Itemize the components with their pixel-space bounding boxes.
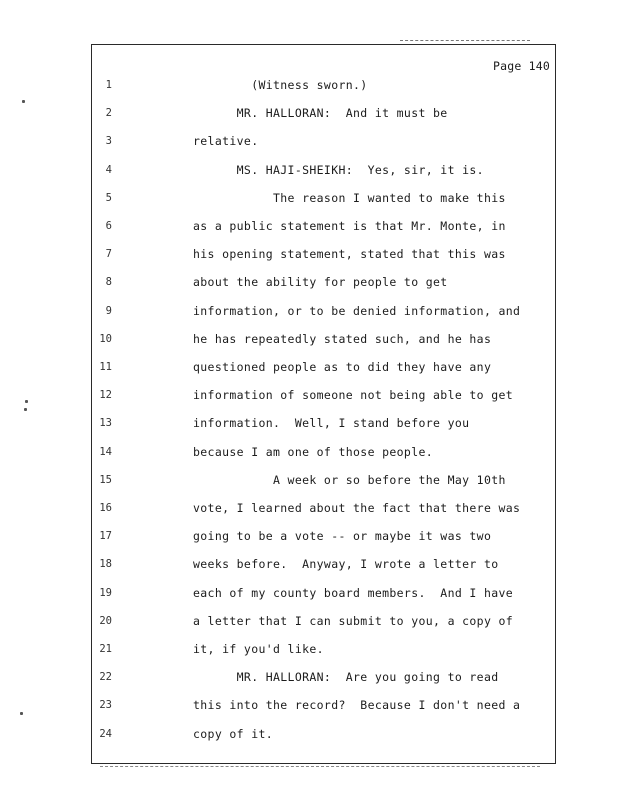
transcript-line-text: A week or so before the May 10th (193, 472, 506, 487)
transcript-line-text: each of my county board members. And I have (193, 585, 514, 600)
line-number: 20 (99, 614, 112, 627)
transcript-line-text: a letter that I can submit to you, a copy of (193, 613, 514, 628)
line-number: 21 (99, 643, 112, 655)
line-number: 24 (99, 727, 112, 740)
transcript-line-text: about the ability for people to get (193, 275, 448, 290)
transcript-line-text: (Witness sworn.) (193, 78, 368, 92)
transcript-line-text: MS. HAJI-SHEIKH: Yes, sir, it is. (193, 162, 484, 177)
transcript-line-text: The reason I wanted to make this (193, 190, 506, 205)
transcript-line-text: MR. HALLORAN: Are you going to read (193, 670, 499, 685)
line-number: 10 (99, 332, 112, 345)
transcript-line-text: his opening statement, stated that this was (193, 247, 506, 262)
transcript-line-text: as a public statement is that Mr. Monte, in (193, 219, 506, 233)
transcript-line-text: going to be a vote -- or maybe it was two (193, 529, 492, 544)
page-number: Page 140 (493, 59, 550, 73)
line-number: 7 (105, 248, 112, 261)
scan-artifact-bottom (100, 766, 540, 769)
scan-artifact-top (400, 40, 530, 43)
transcript-line-text: information. Well, I stand before you (193, 416, 470, 431)
transcript-line-text: weeks before. Anyway, I wrote a letter to (193, 557, 499, 572)
line-number: 18 (99, 558, 112, 571)
line-number: 12 (99, 389, 112, 402)
line-number: 8 (105, 276, 112, 289)
line-number: 19 (99, 586, 112, 599)
transcript-line-text: this into the record? Because I don't need a (193, 698, 521, 713)
line-number: 14 (99, 445, 112, 458)
line-number: 3 (105, 135, 112, 148)
transcript-line-text: he has repeatedly stated such, and he has (193, 331, 492, 346)
line-number: 13 (99, 417, 112, 430)
transcript-line-text: questioned people as to did they have any (193, 360, 492, 374)
line-number: 2 (105, 107, 112, 120)
transcript-line-text: copy of it. (193, 726, 274, 741)
transcript-line-text: because I am one of those people. (193, 444, 434, 459)
transcript-line-text: relative. (193, 134, 259, 149)
line-number: 22 (99, 671, 112, 684)
transcript-line-text: information, or to be denied information, and (193, 303, 521, 318)
transcript-line-text: MR. HALLORAN: And it must be (193, 106, 448, 121)
transcript-line-text: vote, I learned about the fact that there was (193, 501, 521, 515)
line-number: 17 (99, 530, 112, 543)
transcript-line-text: information of someone not being able to get (193, 388, 514, 403)
line-number: 1 (105, 79, 112, 91)
line-number: 6 (105, 220, 112, 232)
line-number: 4 (105, 163, 112, 176)
line-number: 11 (99, 361, 112, 373)
line-number: 16 (99, 502, 112, 514)
transcript-line-text: it, if you'd like. (193, 642, 324, 656)
transcript-page-border (91, 44, 556, 764)
line-number: 23 (99, 699, 112, 712)
line-number: 15 (99, 473, 112, 486)
line-number: 9 (105, 304, 112, 317)
line-number: 5 (105, 191, 112, 204)
